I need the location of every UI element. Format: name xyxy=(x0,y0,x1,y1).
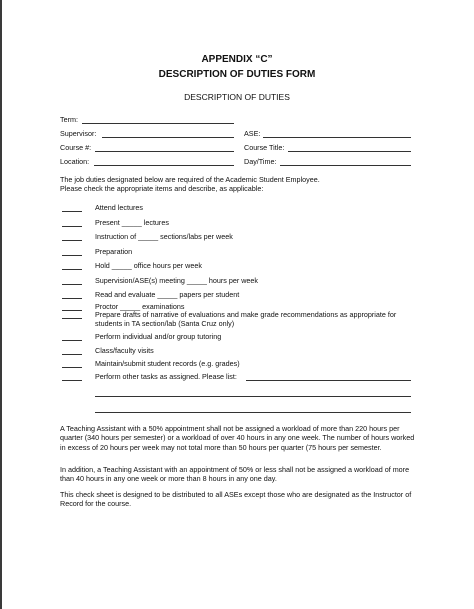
duty-student-records: Maintain/submit student records (e.g. grades) xyxy=(95,359,240,368)
course-number-label: Course #: xyxy=(60,143,92,152)
duty-check-prepare-drafts[interactable] xyxy=(62,318,82,319)
duty-check-class-visits[interactable] xyxy=(62,354,82,355)
form-title: DESCRIPTION OF DUTIES FORM xyxy=(158,69,316,80)
duty-check-preparation[interactable] xyxy=(62,255,82,256)
duty-check-attend-lectures[interactable] xyxy=(62,211,82,212)
course-title-label: Course Title: xyxy=(244,143,285,152)
duty-present-lectures: Present _____ lectures xyxy=(95,218,169,227)
workload-paragraph: A Teaching Assistant with a 50% appointment shall not be assigned a workload of more than 220 hours per quarter (340 hours per semester) or a workload of over 40 hours in any one week. The number of hours worked in excess of 20 hours per week may not total more than 50 hours per quarter (75 hours per semester. xyxy=(60,424,415,452)
supervisor-field[interactable] xyxy=(102,137,234,138)
duty-read-evaluate: Read and evaluate _____ papers per student xyxy=(95,290,240,299)
appendix-title: APPENDIX “C” xyxy=(201,54,273,65)
duty-check-present-lectures[interactable] xyxy=(62,226,82,227)
duty-check-office-hours[interactable] xyxy=(62,269,82,270)
duty-other-tasks: Perform other tasks as assigned. Please list: xyxy=(95,372,237,381)
duty-check-student-records[interactable] xyxy=(62,367,82,368)
supervisor-label: Supervisor: xyxy=(60,129,97,138)
other-tasks-line-2[interactable] xyxy=(95,396,411,397)
duty-check-other-tasks[interactable] xyxy=(62,380,82,381)
section-title: DESCRIPTION OF DUTIES xyxy=(184,92,290,102)
duty-attend-lectures: Attend lectures xyxy=(95,203,143,212)
term-label: Term: xyxy=(60,115,78,124)
location-label: Location: xyxy=(60,157,90,166)
other-tasks-line-3[interactable] xyxy=(95,412,411,413)
duty-class-visits: Class/faculty visits xyxy=(95,346,154,355)
duty-check-tutoring[interactable] xyxy=(62,340,82,341)
duty-office-hours: Hold _____ office hours per week xyxy=(95,261,202,270)
duty-supervision: Supervision/ASE(s) meeting _____ hours per week xyxy=(95,276,259,285)
duty-check-instruction[interactable] xyxy=(62,240,82,241)
duty-prepare-drafts-cont: students in TA section/lab (Santa Cruz only) xyxy=(95,319,235,328)
day-time-label: Day/Time: xyxy=(244,157,277,166)
ase-field[interactable] xyxy=(263,137,411,138)
day-time-field[interactable] xyxy=(280,165,411,166)
duty-instruction: Instruction of _____ sections/labs per week xyxy=(95,232,233,241)
duty-proctor: Proctor _____ examinations xyxy=(95,302,185,311)
course-number-field[interactable] xyxy=(95,151,234,152)
duty-check-read-evaluate[interactable] xyxy=(62,298,82,299)
distribution-paragraph: This check sheet is designed to be distributed to all ASEs except those who are designated as the Instructor of Record for the course. xyxy=(60,490,412,509)
location-field[interactable] xyxy=(94,165,234,166)
course-title-field[interactable] xyxy=(288,151,411,152)
additional-workload-paragraph: In addition, a Teaching Assistant with an appointment of 50% or less shall not be assigned a workload of more than 40 hours in any one week or more than 8 hours in any one day. xyxy=(60,465,410,484)
ase-label: ASE: xyxy=(244,129,261,138)
duty-tutoring: Perform individual and/or group tutoring xyxy=(95,332,222,341)
term-field[interactable] xyxy=(82,123,234,124)
intro-line-1: The job duties designated below are required of the Academic Student Employee. xyxy=(60,175,320,184)
intro-line-2: Please check the appropriate items and describe, as applicable: xyxy=(60,184,264,193)
duty-check-supervision[interactable] xyxy=(62,284,82,285)
duty-check-proctor[interactable] xyxy=(62,310,82,311)
duty-prepare-drafts: Prepare drafts of narrative of evaluations and make grade recommendations as appropriate for xyxy=(95,310,397,319)
other-tasks-line-1[interactable] xyxy=(246,380,411,381)
duty-preparation: Preparation xyxy=(95,247,133,256)
